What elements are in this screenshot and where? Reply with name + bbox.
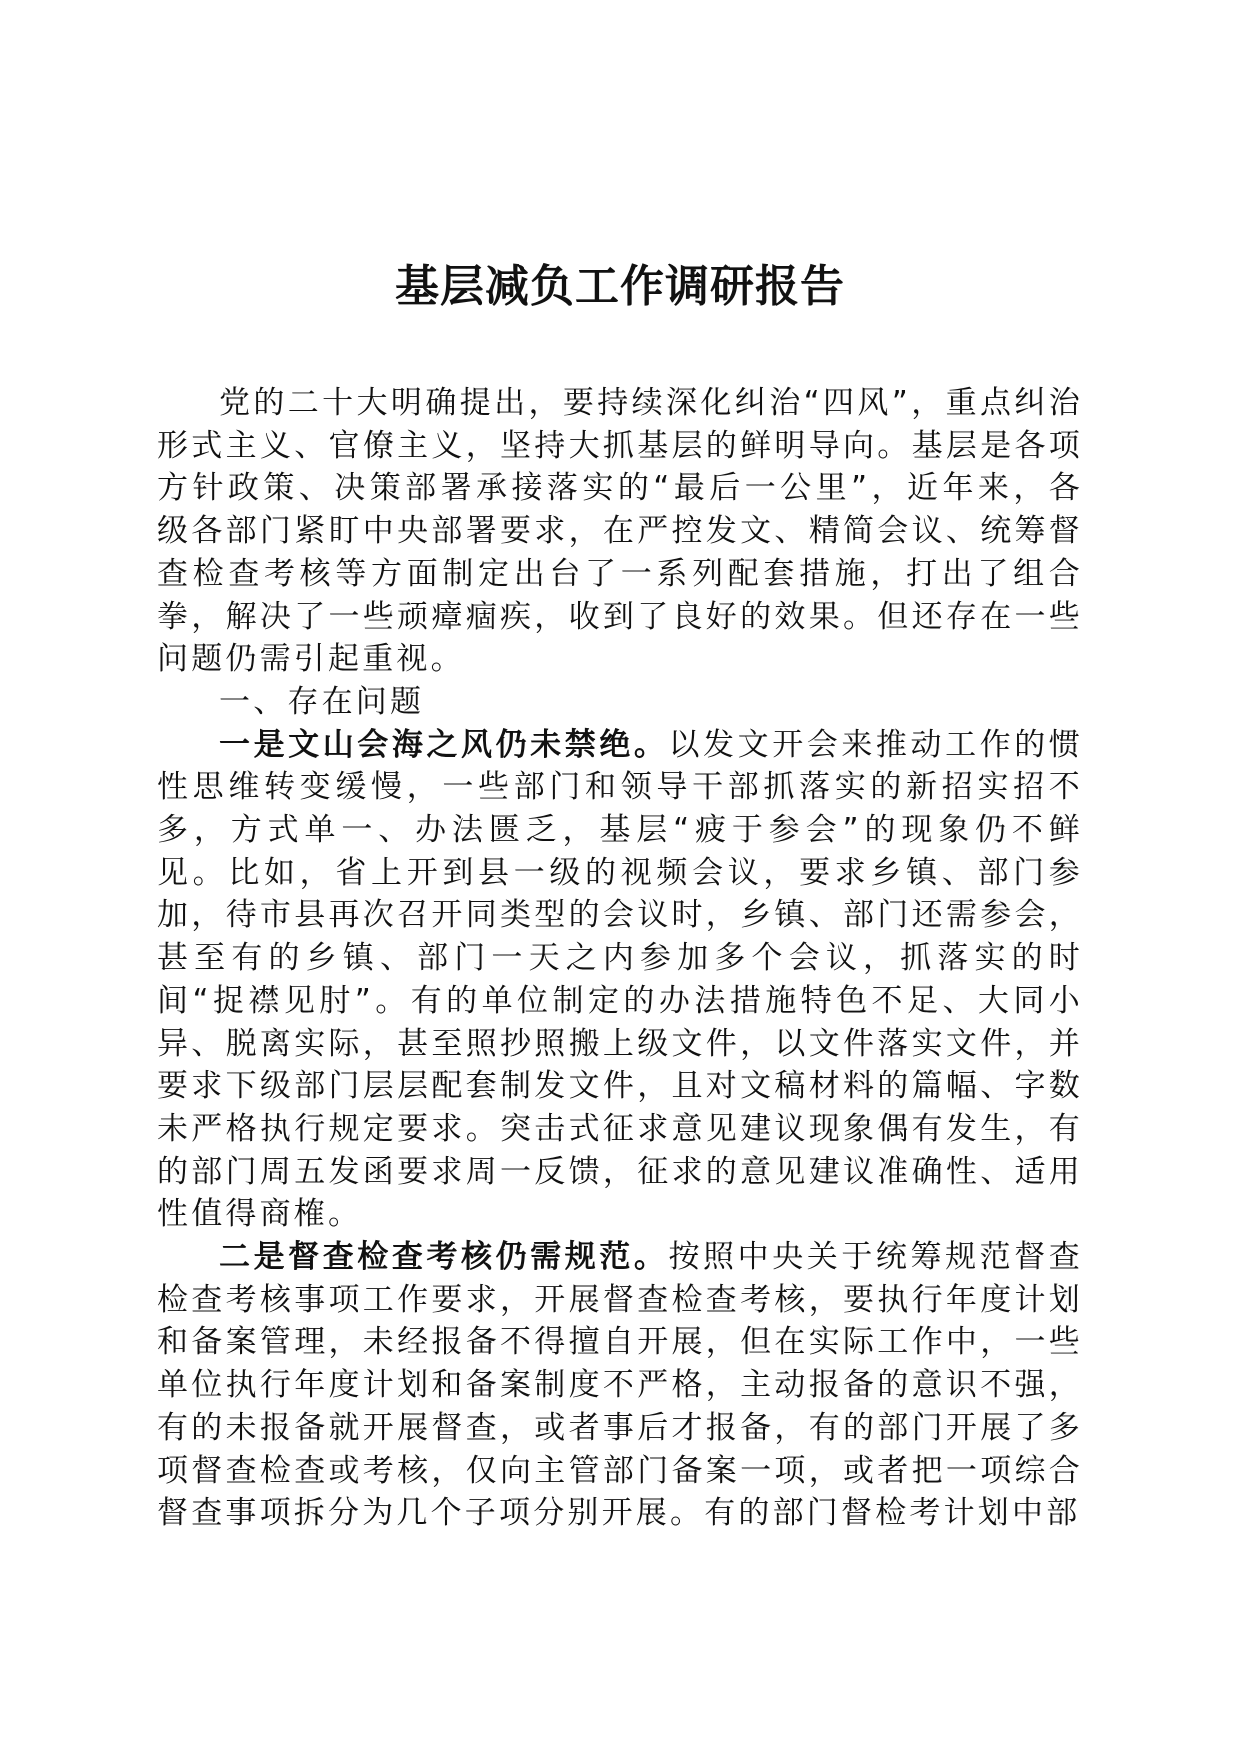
- point-text-1: 以发文开会来推动工作的惯性思维转变缓慢，一些部门和领导干部抓落实的新招实招不多，方式单一、办法匮乏，基层“疲于参会”的现象仍不鲜见。比如，省上开到县一级的视频会议，要求乡镇、部门参加，待市县再次召开同类型的会议时，乡镇、部门还需参会，甚至有的乡镇、部门一天之内参加多个会议，抓落实的时间“捉襟见肘”。有的单位制定的办法措施特色不足、大同小异、脱离实际，甚至照抄照搬上级文件，以文件落实文件，并要求下级部门层层配套制发文件，且对文稿材料的篇幅、字数未严格执行规定要求。突击式征求意见建议现象偶有发生，有的部门周五发函要求周一反馈，征求的意见建议准确性、适用性值得商榷。: [157, 726, 1083, 1233]
- document-body: [157, 382, 1083, 1535]
- section-heading: 一、存在问题: [219, 683, 425, 720]
- intro-paragraph: 党的二十大明确提出，要持续深化纠治“四风”，重点纠治形式主义、官僚主义，坚持大抓基层的鲜明导向。基层是各项方针政策、决策部署承接落实的“最后一公里”，近年来，各级各部门紧盯中央部署要求，在严控发文、精简会议、统筹督查检查考核等方面制定出台了一系列配套措施，打出了组合拳，解决了一些顽瘴痼疾，收到了良好的效果。但还存在一些问题仍需引起重视。: [157, 385, 1083, 678]
- point-text-2: 按照中央关于统筹规范督查检查考核事项工作要求，开展督查检查考核，要执行年度计划和备案管理，未经报备不得擅自开展，但在实际工作中，一些单位执行年度计划和备案制度不严格，主动报备的意识不强，有的未报备就开展督查，或者事后才报备，有的部门开展了多项督查检查或考核，仅向主管部门备案一项，或者把一项综合督查事项拆分为几个子项分别开展。有的部门督检考计划中部: [157, 1239, 1083, 1532]
- document-title: 基层减负工作调研报告: [395, 261, 845, 312]
- point-paragraph-1: [157, 724, 1083, 1236]
- point-lead-1: 一是文山会海之风仍未禁绝。: [219, 726, 669, 763]
- point-lead-2: 二是督查检查考核仍需规范。: [219, 1239, 669, 1276]
- point-paragraph-2: [157, 1236, 1083, 1535]
